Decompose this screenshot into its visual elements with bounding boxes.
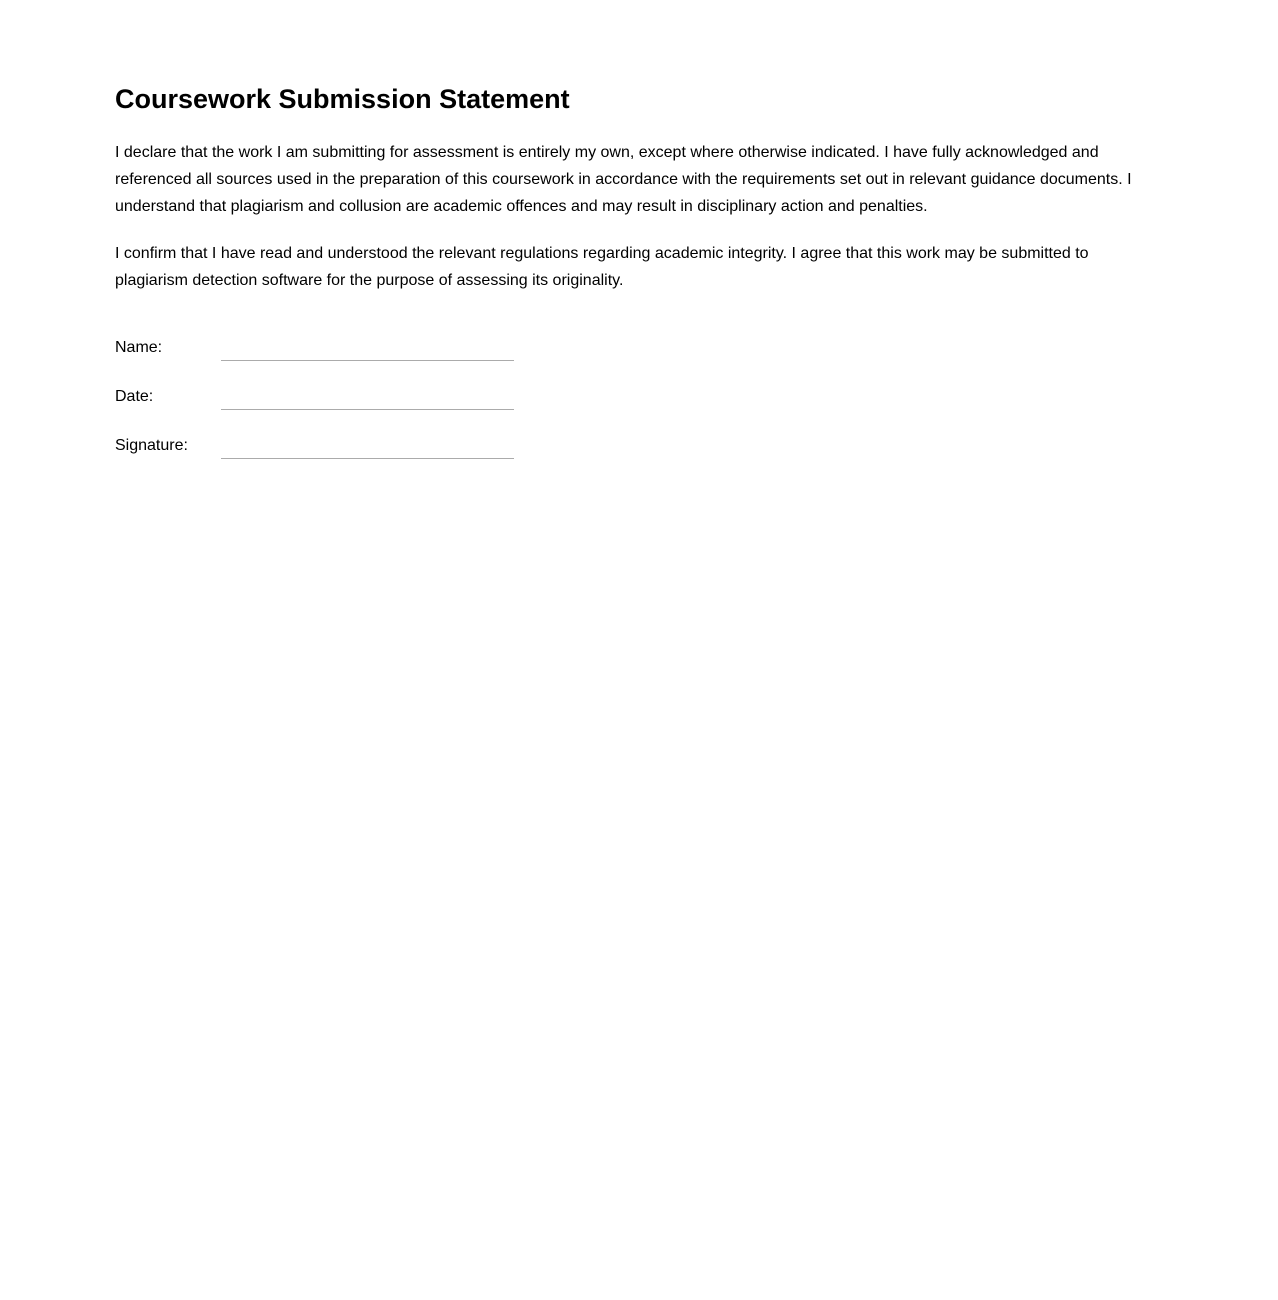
signature-label: Signature: — [115, 437, 188, 454]
date-row — [115, 383, 1155, 410]
confirmation-paragraph: I confirm that I have read and understood the relevant regulations regarding academic integrity. I agree that this work may be submitted to plagiarism detection software for the purpose of assessing its originality. — [115, 245, 1089, 289]
name-input[interactable] — [221, 334, 514, 361]
date-label: Date: — [115, 388, 154, 405]
document-content — [115, 84, 1155, 459]
signature-input[interactable] — [221, 432, 514, 459]
signature-row — [115, 432, 1155, 459]
signature-form — [115, 334, 1155, 459]
name-row — [115, 334, 1155, 361]
declaration-paragraph: I declare that the work I am submitting for assessment is entirely my own, except where otherwise indicated. I have fully acknowledged and referenced all sources used in the preparation of this coursework in accordance with the requirements set out in relevant guidance documents. I understand that plagiarism and collusion are academic offences and may result in disciplinary action and penalties. — [115, 144, 1132, 215]
name-label: Name: — [115, 339, 163, 356]
date-input[interactable] — [221, 383, 514, 410]
page-title: Coursework Submission Statement — [115, 84, 570, 114]
